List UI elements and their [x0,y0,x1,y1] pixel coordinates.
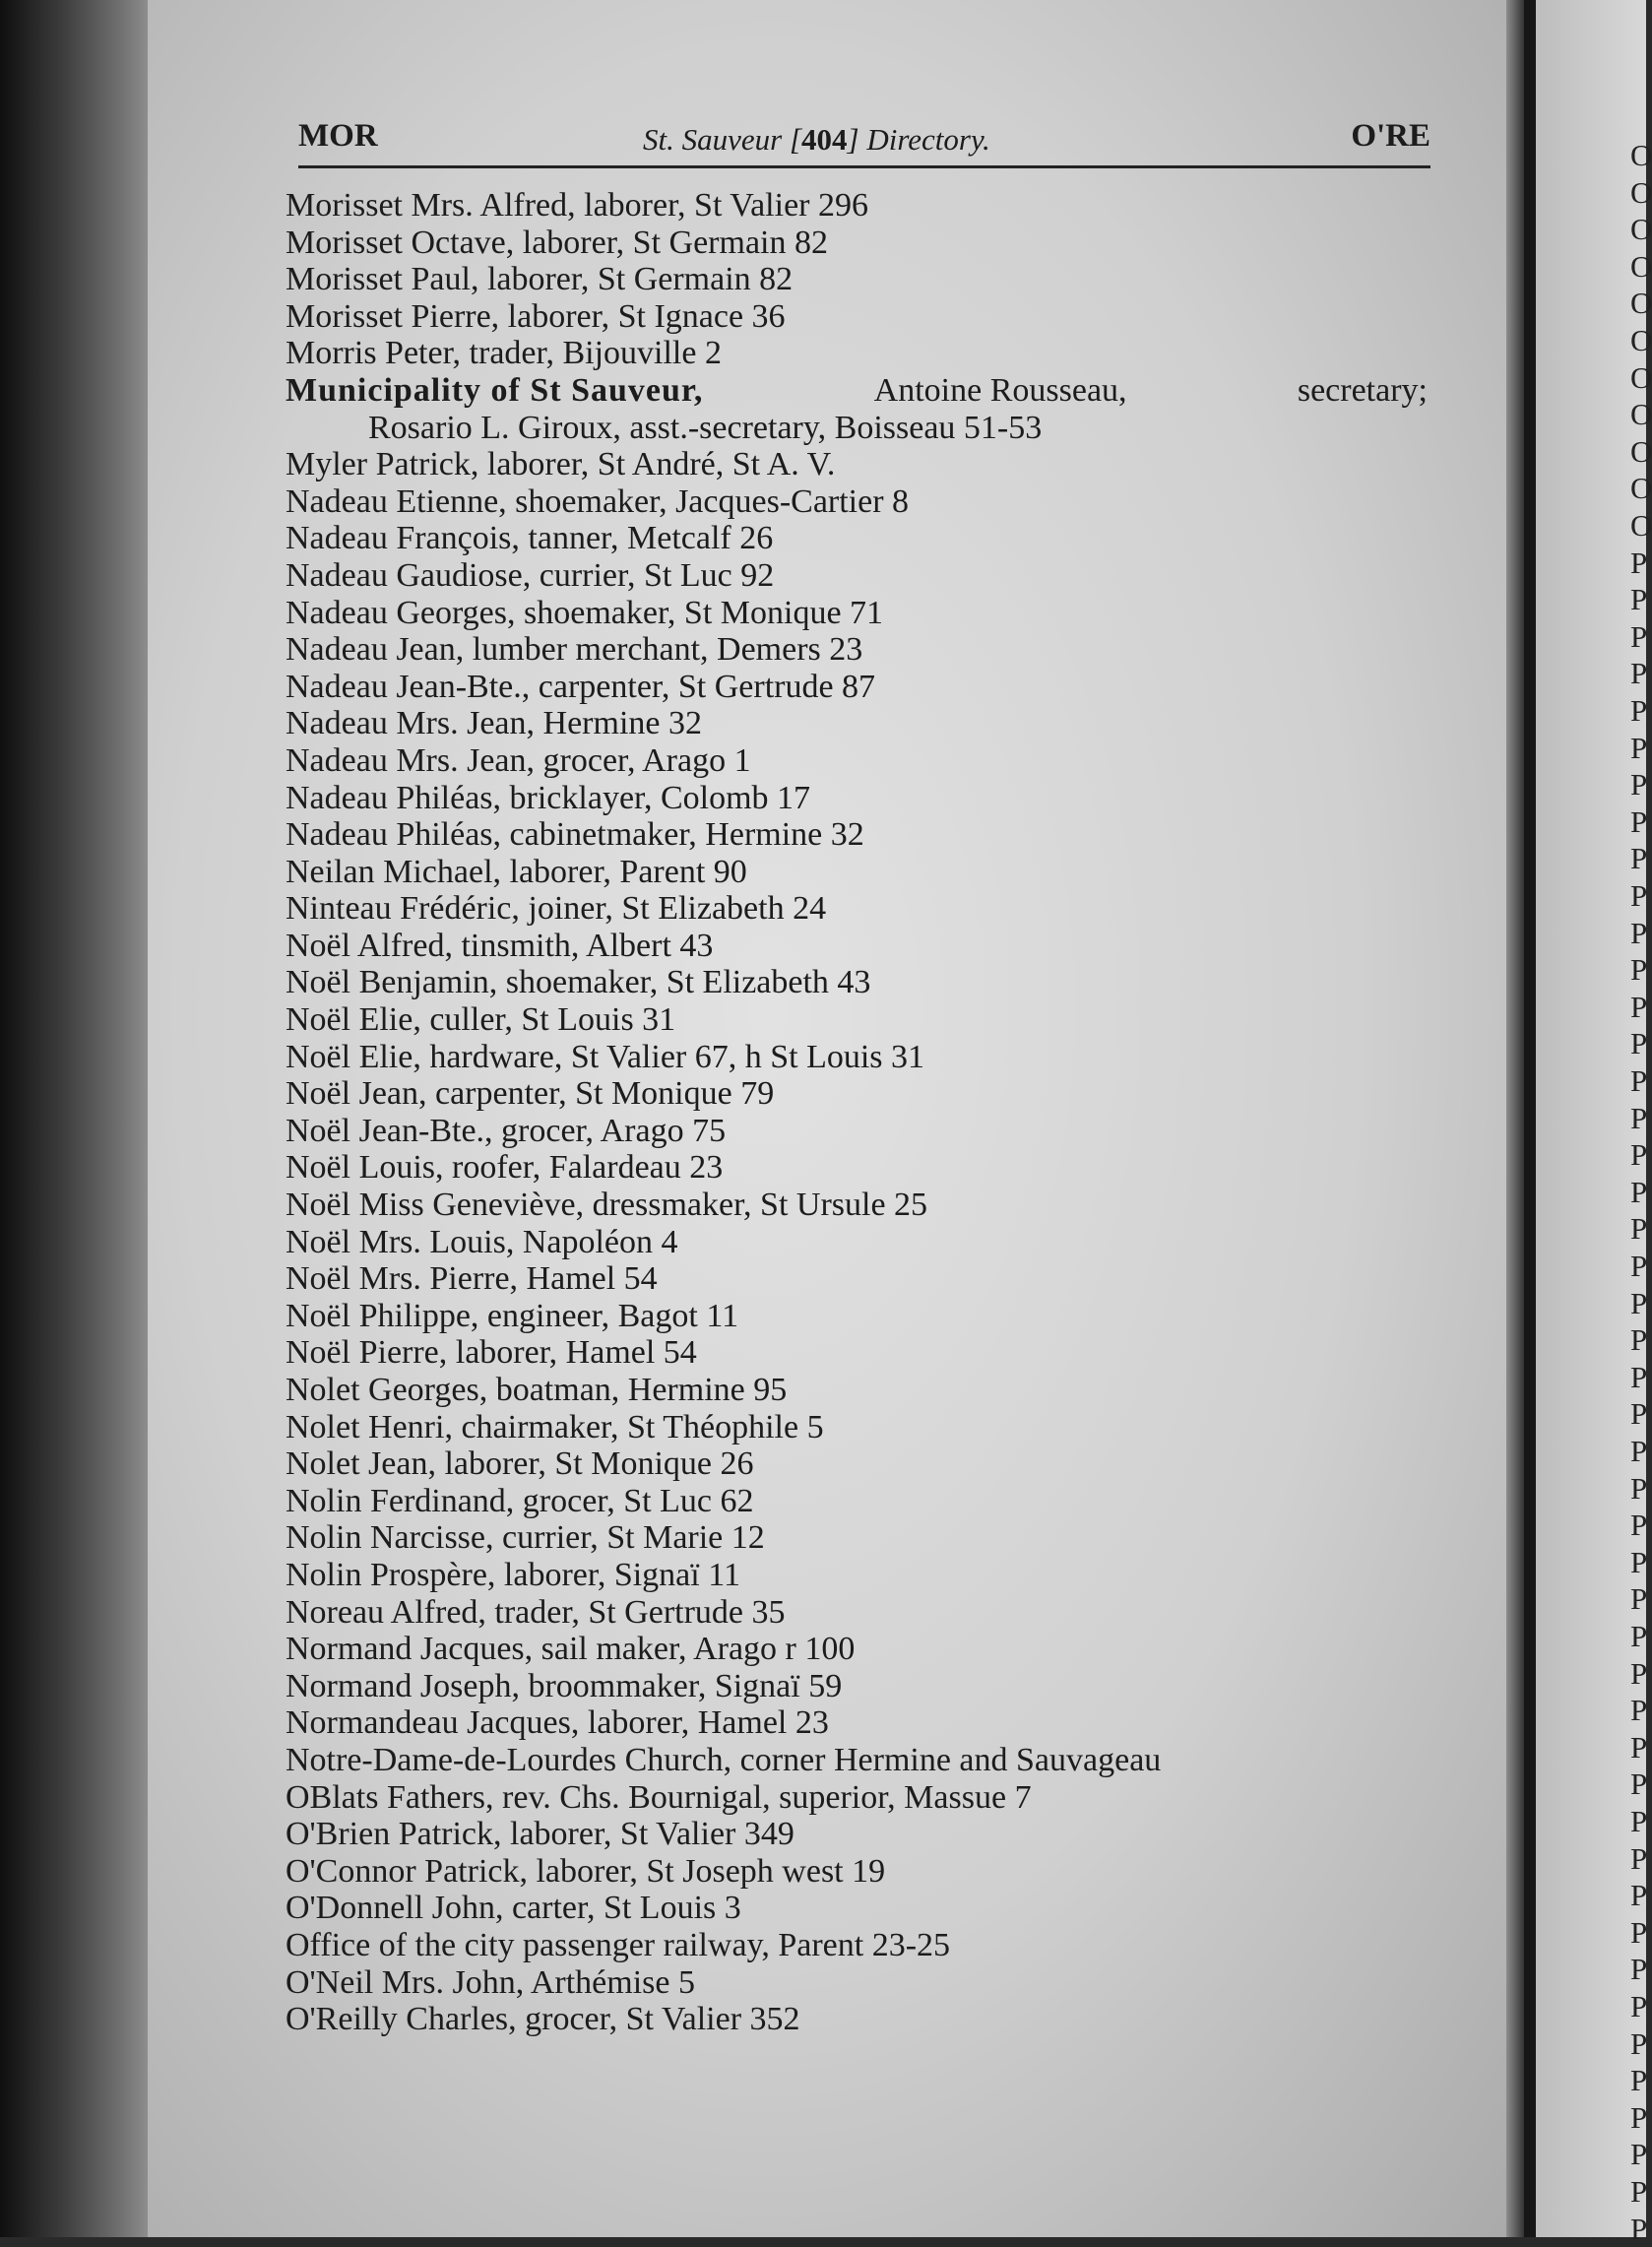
adjacent-page-letter: O [1630,359,1652,395]
list-item: Neilan Michael, laborer, Parent 90 [286,853,747,890]
list-item: Ninteau Frédéric, joiner, St Elizabeth 24 [286,890,827,928]
adjacent-page-letter: P [1630,2137,1648,2172]
list-item: Morisset Pierre, laborer, St Ignace 36 [286,297,786,335]
list-item: O'Donnell John, carter, St Louis 3 [286,1890,741,1927]
list-item: Noël Mrs. Pierre, Hamel 54 [286,1260,658,1298]
list-item: Nadeau Etienne, shoemaker, Jacques-Cartier 8 [286,482,910,520]
adjacent-page-letter: P [1630,1396,1648,1432]
municipality-secretary: Antoine Rousseau, [873,371,1127,409]
adjacent-page-letter: P [1630,1655,1648,1691]
adjacent-page-letter: P [1630,1952,1648,1987]
list-item: Nolin Prospère, laborer, Signaï 11 [286,1556,740,1593]
list-item: Nolin Ferdinand, grocer, St Luc 62 [286,1482,754,1519]
adjacent-page-letter: P [1630,1840,1648,1876]
adjacent-page-letter: P [1630,2025,1648,2061]
list-item: O'Connor Patrick, laborer, St Joseph west 19 [286,1852,886,1890]
list-item: Noël Elie, hardware, St Valier 67, h St Louis 31 [286,1038,925,1075]
page-number: 404 [801,122,848,157]
adjacent-page-letter: P [1630,2211,1648,2246]
list-item: Noël Pierre, laborer, Hamel 54 [286,1334,697,1372]
adjacent-page-letter: P [1630,1359,1648,1394]
list-item: Nadeau Philéas, bricklayer, Colomb 17 [286,779,811,816]
adjacent-page-letter: P [1630,1063,1648,1098]
list-item: Normand Joseph, broommaker, Signaï 59 [286,1667,843,1704]
adjacent-page-letter: P [1630,1508,1648,1543]
page-gutter [1506,0,1526,2237]
adjacent-page-letter: P [1630,1581,1648,1617]
list-item: Morris Peter, trader, Bijouville 2 [286,335,722,372]
adjacent-page-letter: P [1630,1249,1648,1283]
list-item: Nadeau Jean-Bte., carpenter, St Gertrude 87 [286,668,876,705]
list-item: Myler Patrick, laborer, St André, St A. V. [286,446,836,483]
list-item: Noël Jean-Bte., grocer, Arago 75 [286,1112,727,1149]
adjacent-page-letter: P [1630,1878,1648,1913]
adjacent-page-letter: O [1630,248,1652,284]
list-item: Nolet Georges, boatman, Hermine 95 [286,1372,788,1408]
adjacent-page-letter: O [1630,397,1652,432]
adjacent-page-letter: P [1630,656,1648,691]
list-item: O'Brien Patrick, laborer, St Valier 349 [286,1816,794,1853]
list-item: Noël Benjamin, shoemaker, St Elizabeth 43 [286,964,871,1001]
adjacent-page-letter: P [1630,582,1648,617]
adjacent-page-letter: P [1630,1322,1648,1358]
adjacent-page-letter: P [1630,1729,1648,1765]
list-item: Nadeau Jean, lumber merchant, Demers 23 [286,631,863,669]
list-item: Nadeau Georges, shoemaker, St Monique 71 [286,594,884,631]
adjacent-page-letter: P [1630,1026,1648,1061]
list-item: Morisset Paul, laborer, St Germain 82 [286,261,794,298]
list-item: Office of the city passenger railway, Parent 23-25 [286,1926,951,1963]
adjacent-page-letter: P [1630,2174,1648,2209]
header-right-guide: O'RE [1351,118,1430,154]
adjacent-page-letter: P [1630,878,1648,913]
list-item: O'Neil Mrs. John, Arthémise 5 [286,1963,695,2001]
adjacent-page-letter: P [1630,1766,1648,1802]
adjacent-page-letter: O [1630,433,1652,469]
adjacent-page-letter: P [1630,618,1648,654]
list-item: Noël Alfred, tinsmith, Albert 43 [286,927,714,964]
adjacent-page-letter: O [1630,323,1652,357]
list-item: Nolet Jean, laborer, St Monique 26 [286,1445,754,1483]
adjacent-page-letter: P [1630,803,1648,839]
list-item: Noël Miss Geneviève, dressmaker, St Ursule 25 [286,1187,928,1224]
list-item: Morisset Octave, laborer, St Germain 82 [286,224,828,261]
list-item: Nadeau Gaudiose, currier, St Luc 92 [286,556,775,594]
list-item: Nolin Narcisse, currier, St Marie 12 [286,1519,765,1557]
municipality-name: Municipality of St Sauveur, [286,371,704,409]
adjacent-page-letter: O [1630,286,1652,321]
adjacent-page-letter: P [1630,2063,1648,2098]
adjacent-page-letter: P [1630,1434,1648,1468]
header-title-pre: St. Sauveur [ [643,122,802,157]
municipality-continuation: Rosario L. Giroux, asst.-secretary, Boisseau 51-53 [368,409,1043,446]
adjacent-page-letter: P [1630,1989,1648,2023]
header-title [643,122,990,158]
book-spine [0,0,148,2237]
municipality-entry [286,372,1428,410]
list-item: O'Reilly Charles, grocer, St Valier 352 [286,2001,800,2038]
list-item: Normandeau Jacques, laborer, Hamel 23 [286,1704,829,1742]
directory-listing [286,187,1447,2038]
adjacent-page-letter: P [1630,1619,1648,1653]
adjacent-page-letter: P [1630,1914,1648,1950]
adjacent-page-letter: P [1630,1470,1648,1506]
list-item: Notre-Dame-de-Lourdes Church, corner Hermine and Sauvageau [286,1741,1162,1778]
adjacent-page-letter: O [1630,508,1652,543]
adjacent-page-letter: P [1630,1100,1648,1135]
adjacent-page-letter: P [1630,1137,1648,1173]
adjacent-page-letter: P [1630,1804,1648,1838]
adjacent-page-letter: P [1630,767,1648,802]
list-item: Noël Louis, roofer, Falardeau 23 [286,1149,724,1187]
list-item: Normand Jacques, sail maker, Arago r 100 [286,1631,856,1668]
adjacent-page-letter: P [1630,730,1648,765]
adjacent-page-letter: P [1630,1693,1648,1728]
adjacent-page-letter: O [1630,212,1652,247]
adjacent-page-letter: P [1630,952,1648,988]
list-item: Morisset Mrs. Alfred, laborer, St Valier 296 [286,187,868,224]
adjacent-page-letter: O [1630,471,1652,506]
adjacent-page-letter: P [1630,1211,1648,1247]
header-left-guide: MOR [298,118,378,154]
adjacent-page-letter: O [1630,138,1652,172]
adjacent-page-letter: P [1630,915,1648,950]
header-title-post: ] Directory. [847,122,990,157]
adjacent-page-letter: P [1630,2099,1648,2135]
list-item: Noël Philippe, engineer, Bagot 11 [286,1297,739,1334]
adjacent-page-edge [1536,0,1652,2246]
adjacent-page-letter: P [1630,841,1648,876]
adjacent-page-letter: P [1630,545,1648,580]
list-item: Nolet Henri, chairmaker, St Théophile 5 [286,1408,824,1445]
list-item: Nadeau Mrs. Jean, Hermine 32 [286,705,702,742]
adjacent-page-letter: P [1630,989,1648,1024]
adjacent-page-letter: P [1630,1174,1648,1209]
running-header [298,116,1430,168]
list-item: Nadeau François, tanner, Metcalf 26 [286,520,774,557]
list-item: Nadeau Mrs. Jean, grocer, Arago 1 [286,741,751,779]
list-item: Nadeau Philéas, cabinetmaker, Hermine 32 [286,816,864,854]
list-item: Noreau Alfred, trader, St Gertrude 35 [286,1593,786,1631]
municipality-role: secretary; [1297,371,1428,409]
adjacent-page-letter: O [1630,174,1652,210]
adjacent-page-letter: P [1630,1544,1648,1579]
list-item: Noël Elie, culler, St Louis 31 [286,1001,676,1039]
list-item: Noël Mrs. Louis, Napoléon 4 [286,1223,678,1260]
adjacent-page-letter: P [1630,1285,1648,1320]
list-item: OBlats Fathers, rev. Chs. Bournigal, superior, Massue 7 [286,1778,1032,1816]
adjacent-page-letter: P [1630,693,1648,728]
list-item: Noël Jean, carpenter, St Monique 79 [286,1075,775,1113]
page-divider [1524,0,1536,2237]
